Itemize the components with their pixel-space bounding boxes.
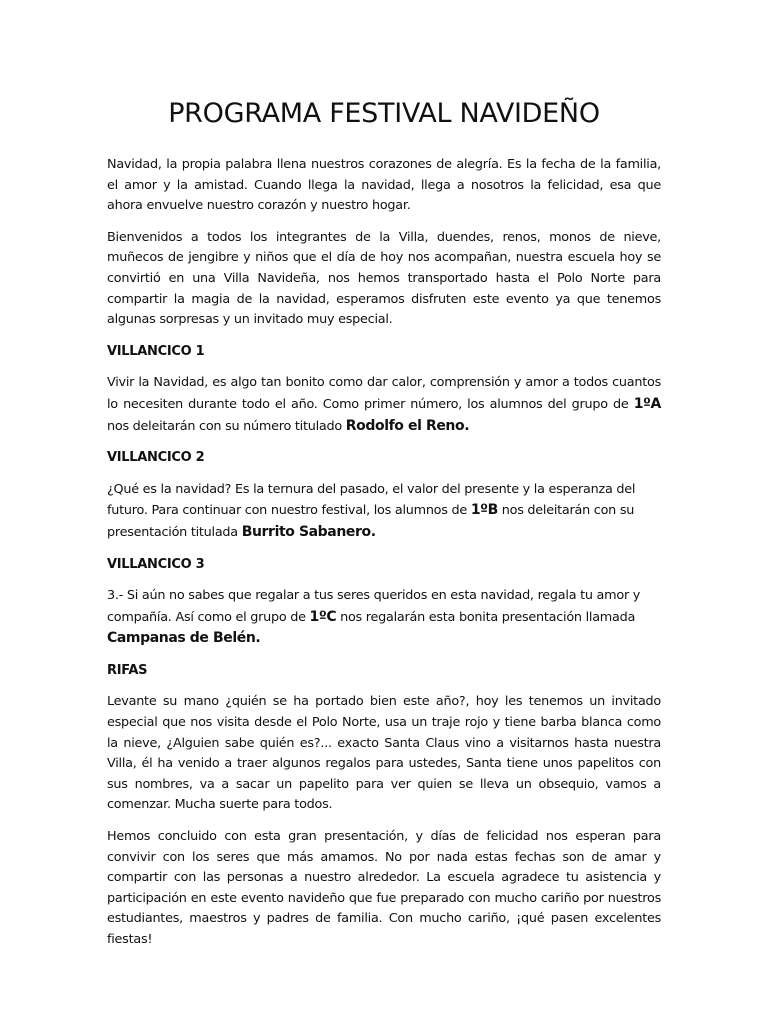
villancico-3-group: 1ºC bbox=[309, 608, 337, 625]
villancico-1-paragraph bbox=[107, 373, 661, 437]
closing-paragraph: Hemos concluido con esta gran presentación, y días de felicidad nos esperan para convivir con los seres que más amamos. No por nada estas fechas son de amar y compartir con las personas a nuestro alrededor. La escuela agradece tu asistencia y participación en este evento navideño que fue preparado con mucho cariño por nuestros estudiantes, maestros y padres de familia. Con mucho cariño, ¡qué pasen excelentes fiestas! bbox=[107, 829, 661, 947]
villancico-2-text-b: nos deleitarán con su presentación titulada bbox=[107, 503, 635, 540]
intro-paragraph-1: Navidad, la propia palabra llena nuestros corazones de alegría. Es la fecha de la familia, el amor y la amistad. Cuando llega la navidad, llega a nosotros la felicidad, esa que ahora envuelve nuestro corazón y nuestro hogar. bbox=[107, 157, 661, 214]
rifas-heading: RIFAS bbox=[107, 662, 148, 678]
villancico-3-heading: VILLANCICO 3 bbox=[107, 556, 205, 572]
villancico-3-song: Campanas de Belén. bbox=[107, 630, 261, 647]
rifas-paragraph: Levante su mano ¿quién se ha portado bien este año?, hoy les tenemos un invitado especial que nos visita desde el Polo Norte, usa un traje rojo y tiene barba blanca como la nieve, ¿Alguien sabe quién es?... exacto Santa Claus vino a visitarnos hasta nuestra Villa, él ha venido a traer algunos regalos para ustedes, Santa tiene unos papelitos con sus nombres, va a sacar un papelito para ver quien se lleva un obsequio, vamos a comenzar. Mucha suerte para todos. bbox=[107, 694, 661, 813]
villancico-1-group: 1ºA bbox=[633, 395, 661, 412]
villancico-2-paragraph bbox=[107, 480, 661, 544]
villancico-1-text-a: Vivir la Navidad, es algo tan bonito como dar calor, comprensión y amor a todos cuantos lo necesiten durante todo el año. Como primer número, los alumnos del grupo de bbox=[107, 375, 661, 412]
villancico-1-heading: VILLANCICO 1 bbox=[107, 343, 205, 359]
document-page bbox=[107, 92, 661, 962]
villancico-2-text-a: ¿Qué es la navidad? Es la ternura del pasado, el valor del presente y la esperanza del futuro. Para continuar con nuestro festival, los alumnos de bbox=[107, 481, 636, 519]
villancico-3-text-a: 3.- Si aún no sabes que regalar a tus seres queridos en esta navidad, regala tu amor y compañía. Así como el grupo de bbox=[107, 588, 641, 625]
villancico-3-paragraph bbox=[107, 586, 661, 650]
villancico-2-heading: VILLANCICO 2 bbox=[107, 450, 205, 466]
villancico-3-text-b: nos regalarán esta bonita presentación llamada bbox=[336, 609, 636, 625]
intro-paragraph-2: Bienvenidos a todos los integrantes de la Villa, duendes, renos, monos de nieve, muñecos de jengibre y niños que el día de hoy nos acompañan, nuestra escuela hoy se convirtió en una Villa Navideña, nos hemos transportado hasta el Polo Norte para compartir la magia de la navidad, esperamos disfruten este evento ya que tenemos algunas sorpresas y un invitado muy especial. bbox=[107, 229, 661, 328]
villancico-2-song: Burrito Sabanero. bbox=[241, 523, 376, 540]
villancico-1-text-b: nos deleitarán con su número titulado bbox=[107, 418, 346, 434]
villancico-2-group: 1ºB bbox=[470, 502, 498, 519]
document-title: PROGRAMA FESTIVAL NAVIDEÑO bbox=[168, 98, 600, 129]
villancico-1-song: Rodolfo el Reno. bbox=[345, 417, 470, 434]
